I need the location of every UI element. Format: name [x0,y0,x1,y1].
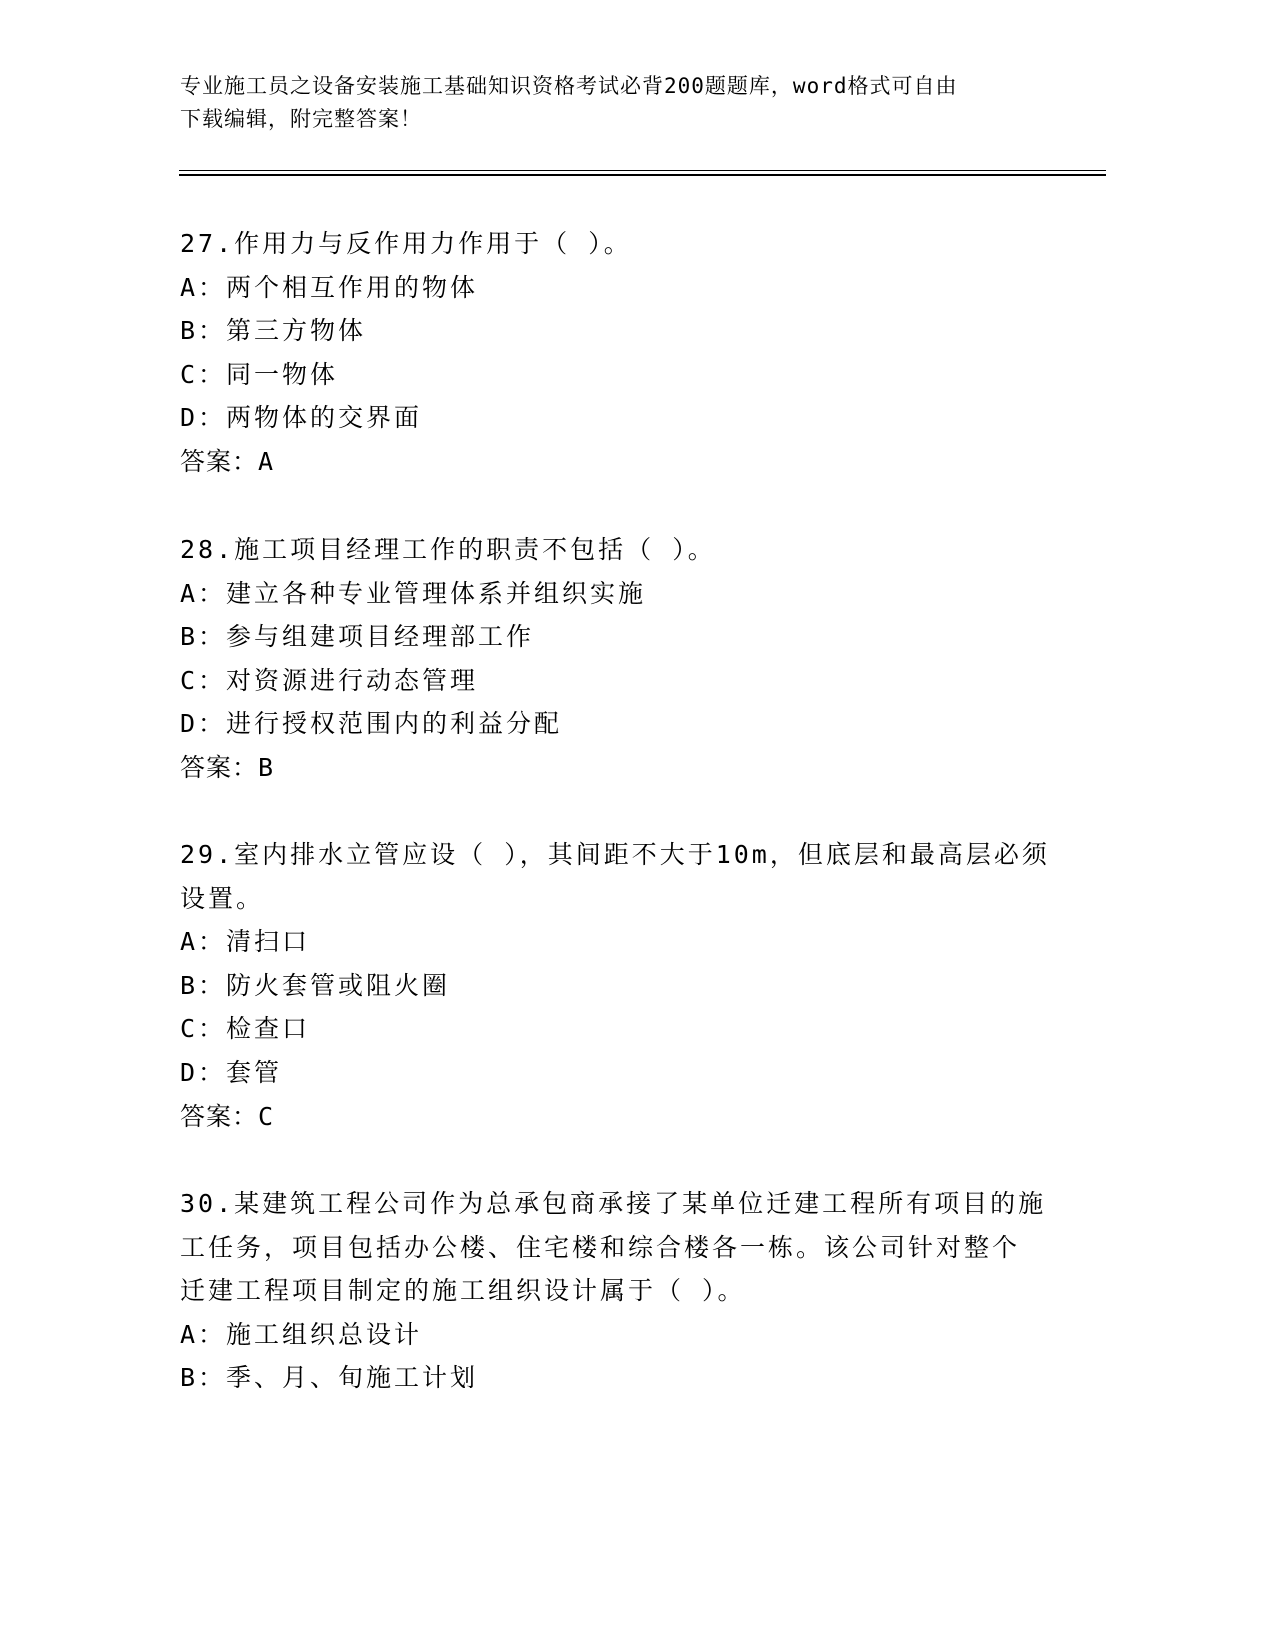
answer-line [180,1095,1060,1139]
option-b: B：防火套管或阻火圈 [180,970,451,1000]
option-b: B：参与组建项目经理部工作 [180,622,535,652]
document-header [180,70,1060,136]
option-a: A：两个相互作用的物体 [180,272,479,302]
option-c: C：检查口 [180,1014,311,1044]
stem-line: 28.施工项目经理工作的职责不包括（ ）。 [180,535,716,564]
stem-line: 27.作用力与反作用力作用于（ ）。 [180,229,632,258]
stem-line: 迁建工程项目制定的施工组织设计属于（ ）。 [180,1276,746,1306]
option-c: C：同一物体 [180,359,339,389]
option-d: D：进行授权范围内的利益分配 [180,709,563,739]
question-28 [180,528,1060,790]
option-c: C：对资源进行动态管理 [180,665,479,695]
option-d: D：套管 [180,1057,283,1087]
option-b: B：第三方物体 [180,316,367,346]
option-d: D：两物体的交界面 [180,403,423,433]
answer-value: B [258,752,275,782]
option-b: B：季、月、旬施工计划 [180,1363,479,1393]
question-30 [180,1182,1060,1400]
answer-line [180,440,1060,484]
answer-value: A [258,446,275,476]
header-divider-thick [179,174,1106,176]
header-divider-thin [179,170,1106,171]
stem-line: 30.某建筑工程公司作为总承包商承接了某单位迁建工程所有项目的施 [180,1189,1047,1218]
answer-label: 答案： [180,446,259,476]
answer-label: 答案： [180,752,259,782]
question-stem [180,222,1060,266]
question-27 [180,222,1060,484]
question-stem [180,1182,1060,1313]
option-a: A：清扫口 [180,927,311,957]
answer-value: C [258,1101,275,1131]
option-a: A：建立各种专业管理体系并组织实施 [180,578,647,608]
header-line-1: 专业施工员之设备安装施工基础知识资格考试必背200题题库，word格式可自由 [180,74,958,98]
question-29 [180,833,1060,1138]
question-stem [180,833,1060,920]
stem-line: 29.室内排水立管应设（ ），其间距不大于10m，但底层和最高层必须 [180,840,1050,869]
stem-line: 工任务，项目包括办公楼、住宅楼和综合楼各一栋。该公司针对整个 [180,1232,1021,1262]
option-a: A：施工组织总设计 [180,1319,423,1349]
header-line-2: 下载编辑，附完整答案！ [180,107,422,131]
question-stem [180,528,1060,572]
stem-line: 设置。 [180,883,265,913]
answer-line [180,746,1060,790]
answer-label: 答案： [180,1101,259,1131]
